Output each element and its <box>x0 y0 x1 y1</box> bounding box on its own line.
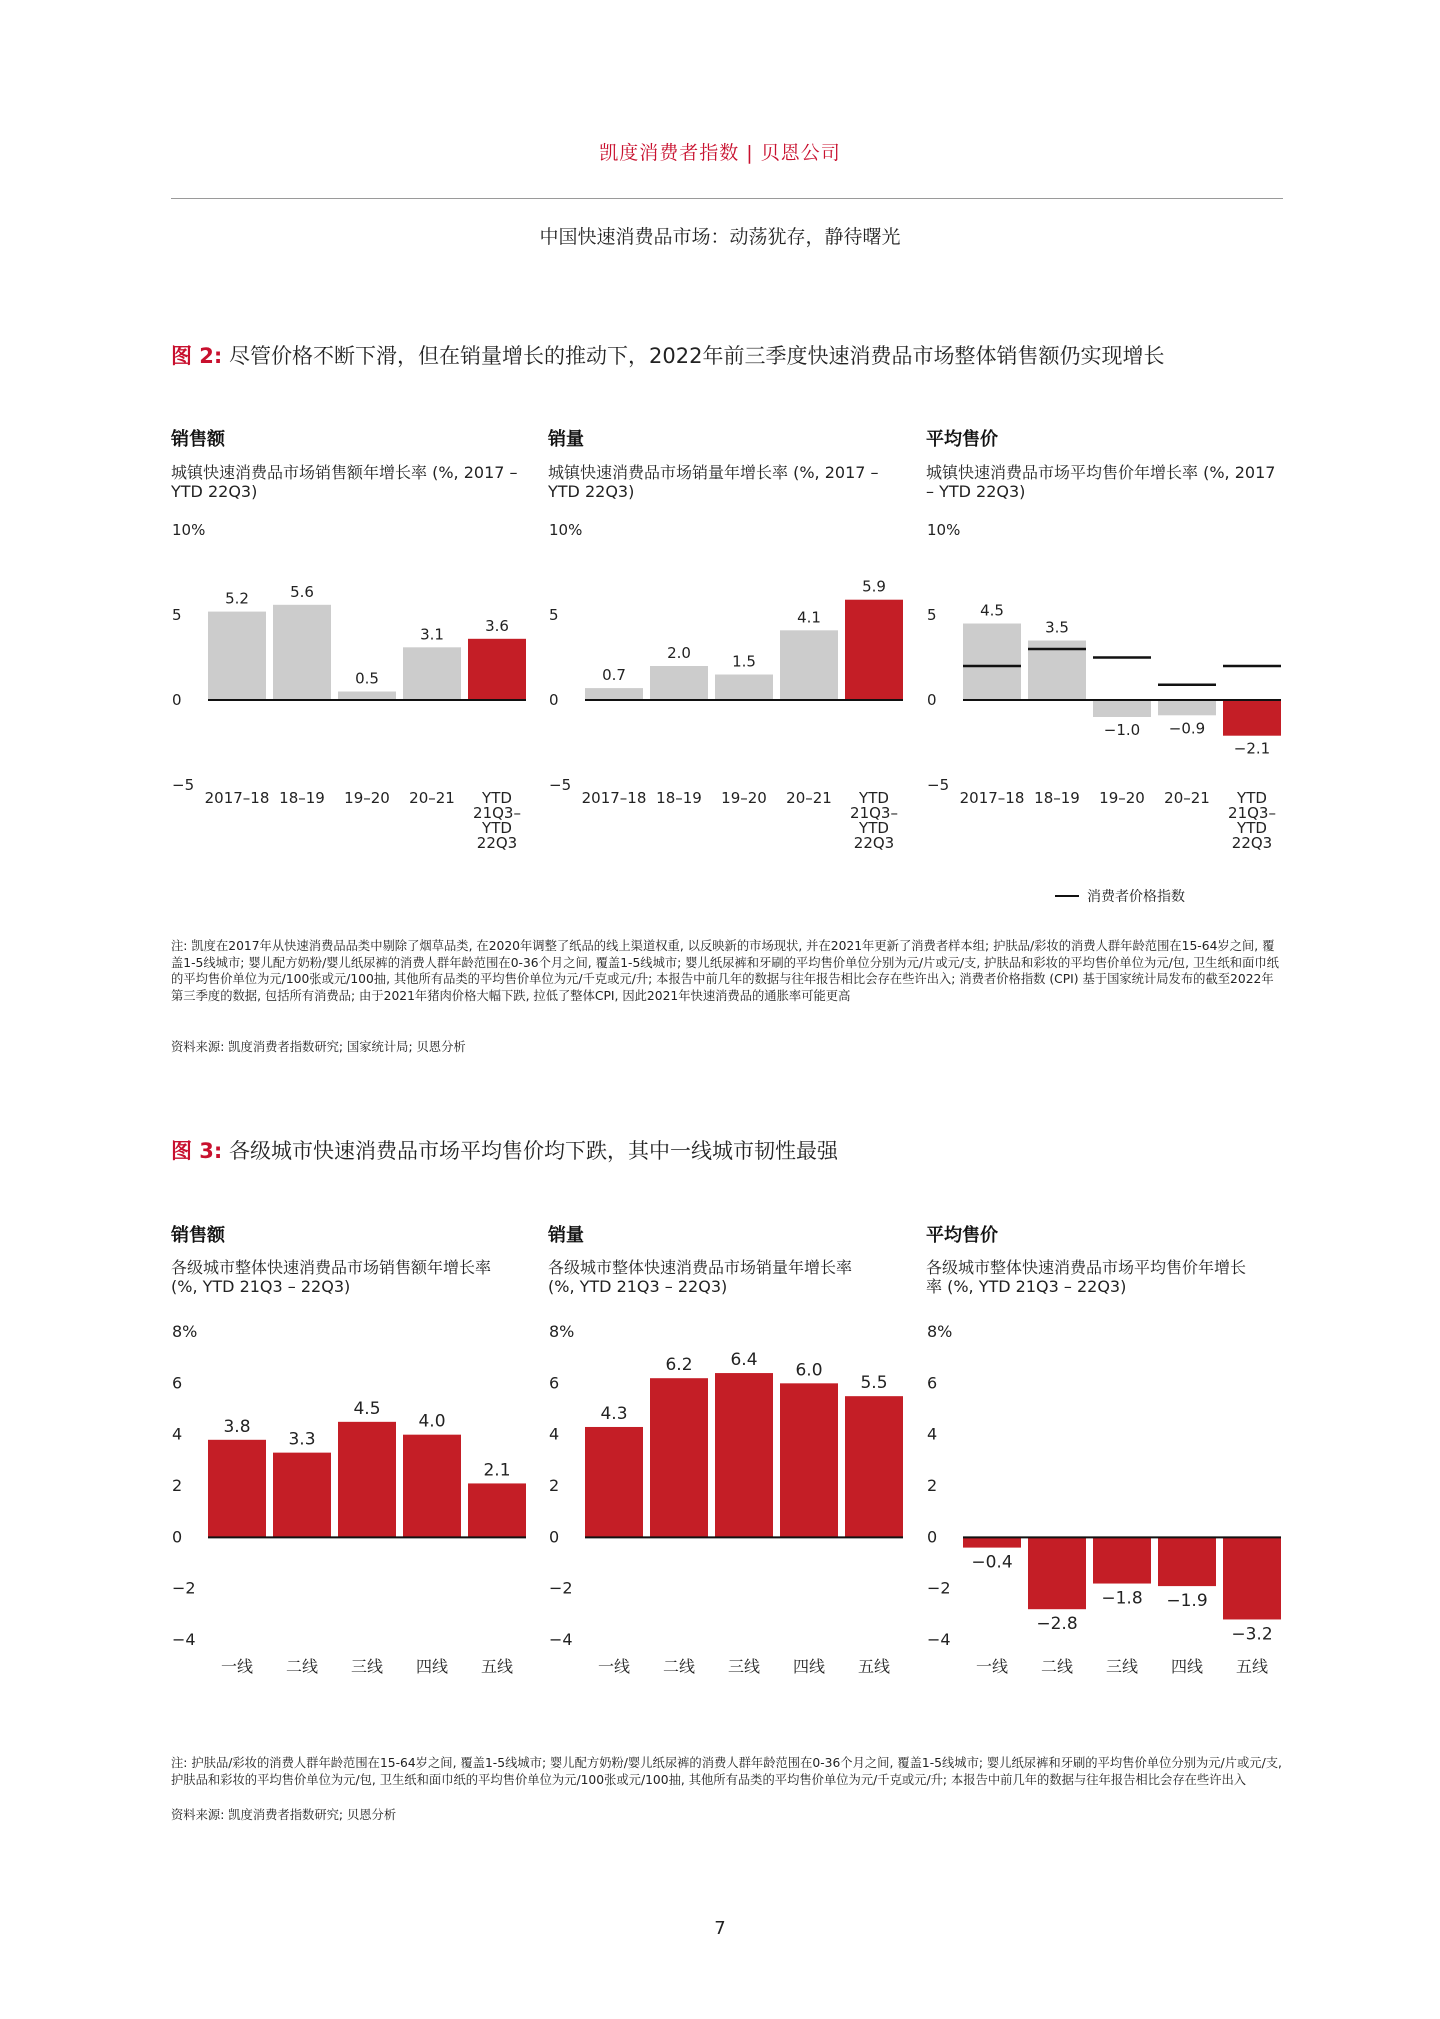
bar-value-label: 5.6 <box>290 582 314 601</box>
figure3-title-text: 各级城市快速消费品市场平均售价均下跌，其中一线城市韧性最强 <box>229 1139 839 1163</box>
y-tick-label: 2 <box>172 1476 183 1495</box>
bar <box>468 639 526 700</box>
bar-value-label: 6.2 <box>665 1355 693 1376</box>
bar-value-label: −1.0 <box>1103 721 1141 739</box>
x-tick-label: 四线 <box>792 1657 826 1676</box>
bar-value-label: 4.5 <box>353 1398 381 1419</box>
bar <box>1158 700 1216 715</box>
bar-value-label: 3.8 <box>223 1416 251 1437</box>
bar-value-label: 3.3 <box>288 1429 316 1450</box>
y-tick-label: 8% <box>549 1322 575 1341</box>
bar-value-label: 0.7 <box>602 666 626 685</box>
bar <box>273 1453 331 1538</box>
bar-value-label: 3.6 <box>485 616 509 635</box>
y-tick-label: −4 <box>927 1630 951 1649</box>
bar-value-label: −0.9 <box>1168 719 1206 738</box>
bar <box>273 605 331 700</box>
x-tick-label: 19–20 <box>721 789 767 807</box>
bar <box>403 647 461 700</box>
bar <box>1093 1537 1151 1583</box>
x-tick-label: 四线 <box>1170 1657 1204 1676</box>
x-tick-label: 五线 <box>480 1657 514 1676</box>
x-tick-label: 21Q3– <box>850 804 898 822</box>
fig2-volume-chart <box>537 510 917 880</box>
fig3-volume-chart <box>537 1310 917 1730</box>
y-tick-label: 5 <box>172 606 182 624</box>
cpi-legend-label: 消费者价格指数 <box>1087 889 1185 905</box>
bar <box>1158 1537 1216 1586</box>
bar-value-label: 5.9 <box>862 577 886 596</box>
fig3-panel1-subtitle: 各级城市整体快速消费品市场销售额年增长率 (%, YTD 21Q3 – 22Q3) <box>171 1258 492 1296</box>
figure3-label: 图 3: <box>171 1139 223 1163</box>
x-tick-label: 2017–18 <box>204 789 270 807</box>
bar <box>338 1422 396 1538</box>
x-tick-label: 2017–18 <box>959 789 1025 807</box>
bar-value-label: 3.1 <box>420 625 444 644</box>
x-tick-label: 19–20 <box>1099 789 1145 807</box>
bar <box>963 1537 1021 1547</box>
x-tick-label: 一线 <box>597 1657 631 1676</box>
y-tick-label: 6 <box>927 1373 938 1393</box>
bar <box>780 630 838 700</box>
bar-value-label: −3.2 <box>1231 1624 1273 1645</box>
bar <box>715 675 773 701</box>
y-tick-label: 2 <box>549 1476 560 1495</box>
bar-value-label: 2.1 <box>483 1460 511 1481</box>
bar <box>468 1483 526 1537</box>
fig2-panel1-subtitle: 城镇快速消费品市场销售额年增长率 (%, 2017 – YTD 22Q3) <box>171 463 518 501</box>
y-tick-label: 0 <box>172 691 182 709</box>
figure2-title <box>171 340 1164 370</box>
y-tick-label: −2 <box>549 1578 573 1598</box>
page-number: 7 <box>714 1918 726 1939</box>
x-tick-label: 二线 <box>285 1657 319 1676</box>
cpi-legend-line <box>1055 895 1079 897</box>
fig3-panel1-title: 销售额 <box>171 1225 225 1246</box>
y-tick-label: 4 <box>172 1424 183 1444</box>
y-tick-label: 0 <box>549 691 559 709</box>
fig3-price-chart <box>915 1310 1295 1730</box>
x-tick-label: YTD <box>859 789 889 807</box>
figure3-note: 注: 护肤品/彩妆的消费人群年龄范围在15-64岁之间, 覆盖1-5线城市; 婴儿配方奶粉/婴儿纸尿裤的消费人群年龄范围在0-36个月之间, 覆盖1-5线城市; 婴儿纸尿裤和牙刷的平均售价单位分别为元/片或元/支, 护肤品和彩妆的平均售价单位为元/包, 卫生纸和面巾纸的平均售价单位为元/100张或元/100抽, 其他所有品类的平均售价单位为元/千克或元/升; 本报告中前几年的数据与往年报告相比会存在些许出入 <box>171 1756 1282 1787</box>
y-tick-label: −5 <box>549 776 572 794</box>
y-tick-label: −4 <box>549 1630 573 1649</box>
fig3-panel2-subtitle: 各级城市整体快速消费品市场销量年增长率 (%, YTD 21Q3 – 22Q3) <box>548 1258 853 1296</box>
bar <box>208 612 266 700</box>
x-tick-label: 22Q3 <box>476 834 518 852</box>
bar <box>1223 1537 1281 1619</box>
y-tick-label: 6 <box>172 1373 183 1393</box>
bar <box>1093 700 1151 717</box>
x-tick-label: 五线 <box>857 1657 891 1676</box>
bar-value-label: 1.5 <box>732 652 756 671</box>
y-tick-label: −4 <box>172 1630 196 1649</box>
y-tick-label: 0 <box>172 1527 183 1547</box>
x-tick-label: 22Q3 <box>1231 834 1273 852</box>
x-tick-label: YTD <box>482 819 512 837</box>
x-tick-label: 二线 <box>1040 1657 1074 1676</box>
fig3-panel2-title: 销量 <box>548 1225 584 1246</box>
bar-value-label: 5.2 <box>225 589 249 608</box>
y-tick-label: −5 <box>172 776 195 794</box>
bar-value-label: 0.5 <box>355 669 379 688</box>
x-tick-label: 一线 <box>220 1657 254 1676</box>
bar-value-label: −0.4 <box>971 1552 1013 1573</box>
bar-value-label: −1.8 <box>1101 1588 1143 1609</box>
x-tick-label: 三线 <box>727 1657 761 1676</box>
y-tick-label: −2 <box>927 1578 951 1598</box>
fig2-panel1-title: 销售额 <box>171 429 225 450</box>
y-tick-label: 0 <box>927 691 937 709</box>
y-tick-label: 4 <box>549 1424 560 1444</box>
bar <box>585 688 643 700</box>
x-tick-label: 2017–18 <box>581 789 647 807</box>
bar <box>845 1396 903 1537</box>
bar-value-label: 4.0 <box>418 1411 446 1432</box>
x-tick-label: 四线 <box>415 1657 449 1676</box>
bar-value-label: −2.8 <box>1036 1614 1078 1635</box>
bar <box>715 1373 773 1537</box>
fig3-panel3-subtitle: 各级城市整体快速消费品市场平均售价年增长率 (%, YTD 21Q3 – 22Q3) <box>926 1258 1247 1296</box>
fig2-price-chart <box>915 510 1295 880</box>
cpi-legend <box>1055 886 1185 906</box>
x-tick-label: 18–19 <box>279 789 325 807</box>
y-tick-label: −5 <box>927 776 950 794</box>
fig2-panel2-subtitle: 城镇快速消费品市场销量年增长率 (%, 2017 – YTD 22Q3) <box>548 463 879 501</box>
bar-value-label: 4.3 <box>600 1403 628 1424</box>
y-tick-label: −2 <box>172 1578 196 1598</box>
bar-value-label: 6.0 <box>795 1360 823 1381</box>
bar <box>585 1427 643 1537</box>
x-tick-label: 21Q3– <box>1228 804 1276 822</box>
y-tick-label: 10% <box>927 521 961 539</box>
x-tick-label: YTD <box>859 819 889 837</box>
figure3-title <box>171 1135 838 1165</box>
figure2-note: 注: 凯度在2017年从快速消费品品类中剔除了烟草品类, 在2020年调整了纸品的线上渠道权重, 以反映新的市场现状, 并在2021年更新了消费者样本组; 护肤品/彩妆的消费人群年龄范围在15-64岁之间, 覆盖1-5线城市; 婴儿配方奶粉/婴儿纸尿裤的消费人群年龄范围在0-36个月之间, 覆盖1-5线城市; 婴儿纸尿裤和牙刷的平均售价单位分别为元/片或元/支, 护肤品和彩妆的平均售价单位为元/包, 卫生纸和面巾纸的平均售价单位为元/100张或元/100抽, 其他所有品类的平均售价单位为元/千克或元/升; 本报告中前几年的数据与往年报告相比会存在些许出入; 消费者价格指数 (CPI) 基于国家统计局发布的截至2022年第三季度的数据, 包括所有消费品; 由于2021年猪肉价格大幅下跌, 拉低了整体CPI, 因此2021年快速消费品的通胀率可能更高 <box>171 939 1279 1003</box>
fig2-panel3-title: 平均售价 <box>926 429 998 450</box>
x-tick-label: 20–21 <box>409 789 455 807</box>
y-tick-label: 4 <box>927 1424 938 1444</box>
y-tick-label: 8% <box>927 1322 953 1341</box>
y-tick-label: 6 <box>549 1373 560 1393</box>
bar <box>650 1378 708 1537</box>
bar <box>963 624 1021 701</box>
fig2-sales-chart <box>160 510 540 880</box>
bar-value-label: 2.0 <box>667 644 691 662</box>
bar-value-label: 4.1 <box>797 608 821 627</box>
x-tick-label: 22Q3 <box>853 834 895 852</box>
x-tick-label: 21Q3– <box>473 804 521 822</box>
bar-value-label: 5.5 <box>860 1373 888 1394</box>
x-tick-label: 18–19 <box>1034 789 1080 807</box>
x-tick-label: 18–19 <box>656 789 702 807</box>
bar <box>338 692 396 701</box>
bar <box>780 1383 838 1537</box>
x-tick-label: YTD <box>482 789 512 807</box>
y-tick-label: 0 <box>549 1527 560 1547</box>
bar-value-label: 3.5 <box>1045 618 1069 637</box>
bar <box>208 1440 266 1538</box>
report-header: 凯度消费者指数 | 贝恩公司 <box>599 142 841 164</box>
y-tick-label: 5 <box>927 606 937 624</box>
fig2-panel3-subtitle: 城镇快速消费品市场平均售价年增长率 (%, 2017 – YTD 22Q3) <box>926 463 1276 501</box>
figure2-title-text: 尽管价格不断下滑，但在销量增长的推动下，2022年前三季度快速消费品市场整体销售额仍实现增长 <box>229 344 1165 368</box>
header-divider <box>171 198 1283 199</box>
bar <box>650 666 708 700</box>
x-tick-label: 五线 <box>1235 1657 1269 1676</box>
bar-value-label: −2.1 <box>1233 739 1271 758</box>
bar <box>845 600 903 700</box>
y-tick-label: 8% <box>172 1322 198 1341</box>
bar-value-label: −1.9 <box>1166 1591 1208 1612</box>
x-tick-label: 一线 <box>975 1657 1009 1676</box>
y-tick-label: 0 <box>927 1527 938 1547</box>
x-tick-label: 20–21 <box>786 789 832 807</box>
x-tick-label: 二线 <box>662 1657 696 1676</box>
x-tick-label: 三线 <box>1105 1657 1139 1676</box>
figure2-label: 图 2: <box>171 344 223 368</box>
x-tick-label: YTD <box>1237 789 1267 807</box>
fig3-sales-chart <box>160 1310 540 1730</box>
x-tick-label: 19–20 <box>344 789 390 807</box>
bar <box>403 1435 461 1538</box>
figure3-source: 资料来源: 凯度消费者指数研究; 贝恩分析 <box>171 1808 397 1822</box>
y-tick-label: 2 <box>927 1476 938 1495</box>
report-subtitle: 中国快速消费品市场：动荡犹存，静待曙光 <box>539 226 901 248</box>
bar <box>1223 700 1281 736</box>
bar-value-label: 4.5 <box>980 601 1004 620</box>
figure2-source: 资料来源: 凯度消费者指数研究; 国家统计局; 贝恩分析 <box>171 1040 466 1054</box>
y-tick-label: 5 <box>549 606 559 624</box>
x-tick-label: YTD <box>1237 819 1267 837</box>
bar-value-label: 6.4 <box>730 1350 758 1371</box>
bar <box>1028 1537 1086 1609</box>
x-tick-label: 20–21 <box>1164 789 1210 807</box>
y-tick-label: 10% <box>172 521 206 539</box>
y-tick-label: 10% <box>549 521 583 539</box>
x-tick-label: 三线 <box>350 1657 384 1676</box>
fig2-panel2-title: 销量 <box>548 429 584 450</box>
fig3-panel3-title: 平均售价 <box>926 1225 998 1246</box>
